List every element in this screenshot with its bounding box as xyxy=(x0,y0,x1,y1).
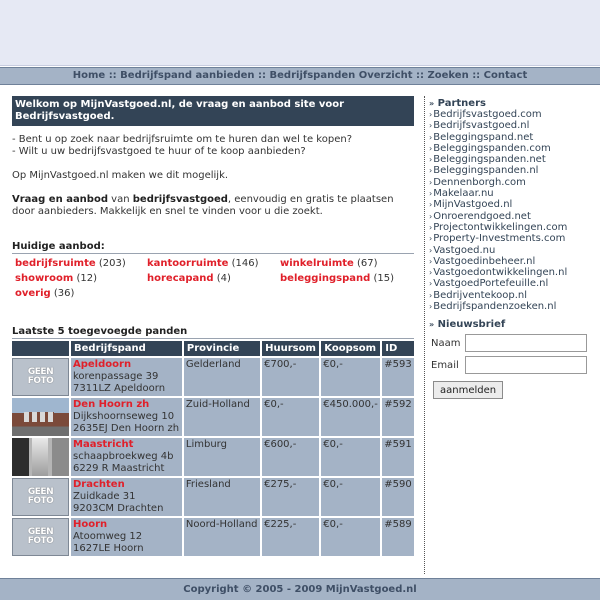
property-cell xyxy=(71,358,182,396)
nav-contact-link[interactable]: Contact xyxy=(483,70,528,81)
email-input[interactable] xyxy=(465,356,587,374)
offer-link[interactable]: winkelruimte xyxy=(280,258,354,269)
province-cell: Gelderland xyxy=(184,358,260,396)
property-cell xyxy=(71,398,182,436)
province-cell: Limburg xyxy=(184,438,260,476)
no-photo-text-2: FOTO xyxy=(27,536,54,546)
partner-link-label: Beleggingspanden.nl xyxy=(433,165,539,177)
no-photo-image[interactable] xyxy=(12,358,69,396)
partner-link[interactable] xyxy=(429,222,594,233)
intro-line-1: - Bent u op zoek naar bedrijfsruimte om te huren dan wel te kopen? xyxy=(12,134,352,145)
rent-cell: €0,- xyxy=(262,398,319,436)
intro-line-3: Op MijnVastgoed.nl maken we dit mogelijk. xyxy=(12,170,229,181)
email-row xyxy=(429,356,594,374)
partners-list xyxy=(429,109,594,312)
province-cell: Zuid-Holland xyxy=(184,398,260,436)
property-cell xyxy=(71,518,182,556)
table-row xyxy=(12,398,414,436)
email-label: Email xyxy=(431,359,459,371)
no-photo-image[interactable] xyxy=(12,478,69,516)
partner-link[interactable] xyxy=(429,211,594,222)
nav-separator: :: xyxy=(258,70,267,81)
offer-link[interactable]: horecapand xyxy=(147,273,214,284)
offer-item-horecapand xyxy=(147,272,280,285)
no-photo-text-2: FOTO xyxy=(27,376,54,386)
property-image-cell xyxy=(12,518,69,556)
partner-link[interactable] xyxy=(429,143,594,154)
property-photo[interactable] xyxy=(12,438,69,476)
newsletter-heading xyxy=(429,319,594,330)
offer-item-overig xyxy=(15,287,147,300)
name-input[interactable] xyxy=(465,334,587,352)
price-cell: €0,- xyxy=(321,438,380,476)
partner-link-label: MijnVastgoed.nl xyxy=(433,199,513,211)
nav-separator: :: xyxy=(108,70,117,81)
price-cell: €0,- xyxy=(321,478,380,516)
arrow-icon: › xyxy=(429,189,433,199)
offer-count: (67) xyxy=(357,258,378,269)
partner-link-label: Onroerendgoed.net xyxy=(433,210,531,222)
arrow-icon: › xyxy=(429,177,433,187)
table-row xyxy=(12,478,414,516)
partner-link-label: Vastgoedinbeheer.nl xyxy=(433,255,536,267)
property-city-link[interactable]: Maastricht xyxy=(73,439,134,450)
partner-link-label: Beleggingspanden.com xyxy=(433,142,551,154)
arrow-icon: › xyxy=(429,143,433,153)
welcome-banner: Welkom op MijnVastgoed.nl, de vraag en aanbod site voor Bedrijfsvastgoed. xyxy=(12,96,414,126)
offer-item-kantoorruimte xyxy=(147,257,280,270)
property-image-cell xyxy=(12,438,69,476)
property-photo[interactable] xyxy=(12,398,69,436)
partner-link[interactable] xyxy=(429,154,594,165)
property-zip: 2635EJ Den Hoorn zh xyxy=(73,423,180,434)
intro-text-1: van xyxy=(108,194,133,205)
current-offer-grid xyxy=(12,257,414,300)
intro-text xyxy=(12,134,414,218)
partner-link-label: Projectontwikkelingen.com xyxy=(433,221,568,233)
partner-link-label: Bedrijfspandenzoeken.nl xyxy=(433,301,557,313)
offer-count: (36) xyxy=(53,288,75,299)
property-cell xyxy=(71,478,182,516)
arrow-icon: › xyxy=(429,245,433,255)
partner-link[interactable] xyxy=(429,199,594,210)
partner-link[interactable] xyxy=(429,188,594,199)
price-cell: €0,- xyxy=(321,518,380,556)
property-street: schaapbroekweg 4b xyxy=(73,451,174,462)
partner-link-label: Bedrijfsvastgoed.nl xyxy=(433,120,530,132)
property-zip: 7311LZ Apeldoorn xyxy=(73,383,166,394)
sidebar xyxy=(424,96,594,574)
nav-zoeken-link[interactable]: Zoeken xyxy=(427,70,469,81)
property-image-cell xyxy=(12,358,69,396)
property-zip: 9203CM Drachten xyxy=(73,503,164,514)
nav-home-link[interactable]: Home xyxy=(72,70,106,81)
main-content xyxy=(12,96,414,230)
arrow-icon: › xyxy=(429,234,433,244)
offer-count: (15) xyxy=(373,273,395,284)
offer-item-showroom xyxy=(15,272,147,285)
newsletter-title: Nieuwsbrief xyxy=(437,319,506,331)
top-banner xyxy=(0,0,600,66)
property-zip: 1627LE Hoorn xyxy=(73,543,144,554)
latest-properties-title: Laatste 5 toegevoegde panden xyxy=(12,326,414,339)
partner-link[interactable] xyxy=(429,120,594,131)
partner-link[interactable] xyxy=(429,177,594,188)
arrow-icon: › xyxy=(429,290,433,300)
offer-count: (146) xyxy=(231,258,259,269)
partner-link-label: Bedrijfsvastgoed.com xyxy=(433,109,542,120)
current-offer-section xyxy=(12,241,414,300)
nav-bedrijfspand-aanbieden-link[interactable]: Bedrijfspand aanbieden xyxy=(120,70,255,81)
column-header-provincie: Provincie xyxy=(184,341,260,356)
table-header-row xyxy=(12,341,414,356)
rent-cell: €225,- xyxy=(262,518,319,556)
current-offer-title: Huidige aanbod: xyxy=(12,241,414,254)
offer-link[interactable]: bedrijfsruimte xyxy=(15,258,96,269)
partner-link-label: Beleggingspanden.net xyxy=(433,154,546,166)
footer-copyright: Copyright © 2005 - 2009 MijnVastgoed.nl xyxy=(0,578,600,600)
partner-link[interactable] xyxy=(429,245,594,256)
name-label: Naam xyxy=(431,337,461,349)
column-header-bedrijfspand: Bedrijfspand xyxy=(71,341,182,356)
bullet-icon: » xyxy=(429,320,435,330)
partner-link[interactable] xyxy=(429,132,594,143)
nav-separator: :: xyxy=(472,70,481,81)
partner-link[interactable] xyxy=(429,267,594,278)
partner-link-label: Vastgoedontwikkelingen.nl xyxy=(433,267,568,279)
partner-link-label: Vastgoed.nu xyxy=(433,244,496,256)
column-header-id: ID xyxy=(382,341,414,356)
partner-link[interactable] xyxy=(429,290,594,301)
id-cell: #590 xyxy=(382,478,414,516)
intro-bold-2: bedrijfsvastgoed xyxy=(132,194,228,205)
partner-link[interactable] xyxy=(429,109,594,120)
arrow-icon: › xyxy=(429,166,433,176)
intro-bold-1: Vraag en aanbod xyxy=(12,194,108,205)
arrow-icon: › xyxy=(429,132,433,142)
partner-link[interactable] xyxy=(429,278,594,289)
offer-link[interactable]: kantoorruimte xyxy=(147,258,229,269)
partner-link-label: Beleggingspand.net xyxy=(433,131,534,143)
property-image-cell xyxy=(12,398,69,436)
partner-link[interactable] xyxy=(429,233,594,244)
property-city-link[interactable]: Hoorn xyxy=(73,519,108,530)
offer-link[interactable]: beleggingspand xyxy=(280,273,371,284)
partners-heading xyxy=(429,98,594,109)
id-cell: #589 xyxy=(382,518,414,556)
nav-bedrijfspanden-overzicht-link[interactable]: Bedrijfspanden Overzicht xyxy=(269,70,413,81)
price-cell: €450.000,- xyxy=(321,398,380,436)
main-navigation xyxy=(0,67,600,85)
rent-cell: €600,- xyxy=(262,438,319,476)
no-photo-text-1: GEEN xyxy=(27,527,54,537)
province-cell: Noord-Holland xyxy=(184,518,260,556)
province-cell: Friesland xyxy=(184,478,260,516)
no-photo-image[interactable] xyxy=(12,518,69,556)
intro-text-2: , eenvoudig en gratis te plaatsen door aanbieders. Makkelijk en snel te vinden voor u die zoekt. xyxy=(12,194,394,217)
column-header-koopsom: Koopsom xyxy=(321,341,380,356)
intro-question-block xyxy=(12,134,414,158)
partner-link-label: Dennenborgh.com xyxy=(433,176,526,188)
property-city-link[interactable]: Drachten xyxy=(73,479,125,490)
rent-cell: €275,- xyxy=(262,478,319,516)
partner-link[interactable] xyxy=(429,165,594,176)
arrow-icon: › xyxy=(429,302,433,312)
arrow-icon: › xyxy=(429,155,433,165)
table-row xyxy=(12,518,414,556)
rent-cell: €700,- xyxy=(262,358,319,396)
offer-link[interactable]: showroom xyxy=(15,273,74,284)
offer-item-bedrijfsruimte xyxy=(15,257,147,270)
property-street: korenpassage 39 xyxy=(73,371,159,382)
name-row xyxy=(429,334,594,352)
property-cell xyxy=(71,438,182,476)
column-header-huursom: Huursom xyxy=(262,341,319,356)
newsletter-section xyxy=(429,319,594,399)
arrow-icon: › xyxy=(429,222,433,232)
id-cell: #592 xyxy=(382,398,414,436)
arrow-icon: › xyxy=(429,110,433,119)
partner-link-label: VastgoedPortefeuille.nl xyxy=(433,278,549,290)
arrow-icon: › xyxy=(429,256,433,266)
offer-count: (12) xyxy=(76,273,97,284)
arrow-icon: › xyxy=(429,200,433,210)
property-city-link[interactable]: Den Hoorn zh xyxy=(73,399,150,410)
property-image-cell xyxy=(12,478,69,516)
offer-count: (4) xyxy=(216,273,231,284)
partner-link-label: Makelaar.nu xyxy=(433,188,494,200)
arrow-icon: › xyxy=(429,211,433,221)
arrow-icon: › xyxy=(429,279,433,289)
property-street: Zuidkade 31 xyxy=(73,491,136,502)
offer-item-beleggingspand xyxy=(280,272,417,285)
intro-line-2: - Wilt u uw bedrijfsvastgoed te huur of te koop aanbieden? xyxy=(12,146,306,157)
id-cell: #593 xyxy=(382,358,414,396)
arrow-icon: › xyxy=(429,268,433,278)
table-row xyxy=(12,358,414,396)
property-street: Atoomweg 12 xyxy=(73,531,143,542)
partner-link-label: Property-Investments.com xyxy=(433,233,566,245)
partners-title: Partners xyxy=(437,98,486,109)
property-zip: 6229 R Maastricht xyxy=(73,463,165,474)
nav-separator: :: xyxy=(416,70,425,81)
property-city-link[interactable]: Apeldoorn xyxy=(73,359,132,370)
partner-link-label: Bedrijventekoop.nl xyxy=(433,289,528,301)
offer-item-winkelruimte xyxy=(280,257,417,270)
column-header-image xyxy=(12,341,69,356)
latest-properties-section xyxy=(12,326,414,558)
property-street: Dijkshoornseweg 10 xyxy=(73,411,175,422)
bullet-icon: » xyxy=(429,99,435,108)
price-cell: €0,- xyxy=(321,358,380,396)
partner-link[interactable] xyxy=(429,301,594,312)
no-photo-text-1: GEEN xyxy=(27,367,54,377)
latest-properties-table xyxy=(10,339,416,558)
no-photo-text-1: GEEN xyxy=(27,487,54,497)
no-photo-text-2: FOTO xyxy=(27,496,54,506)
arrow-icon: › xyxy=(429,121,433,131)
offer-count: (203) xyxy=(98,258,126,269)
partner-link[interactable] xyxy=(429,256,594,267)
table-row xyxy=(12,438,414,476)
intro-paragraph xyxy=(12,194,414,218)
subscribe-button[interactable]: aanmelden xyxy=(433,381,503,399)
id-cell: #591 xyxy=(382,438,414,476)
offer-link[interactable]: overig xyxy=(15,288,51,299)
